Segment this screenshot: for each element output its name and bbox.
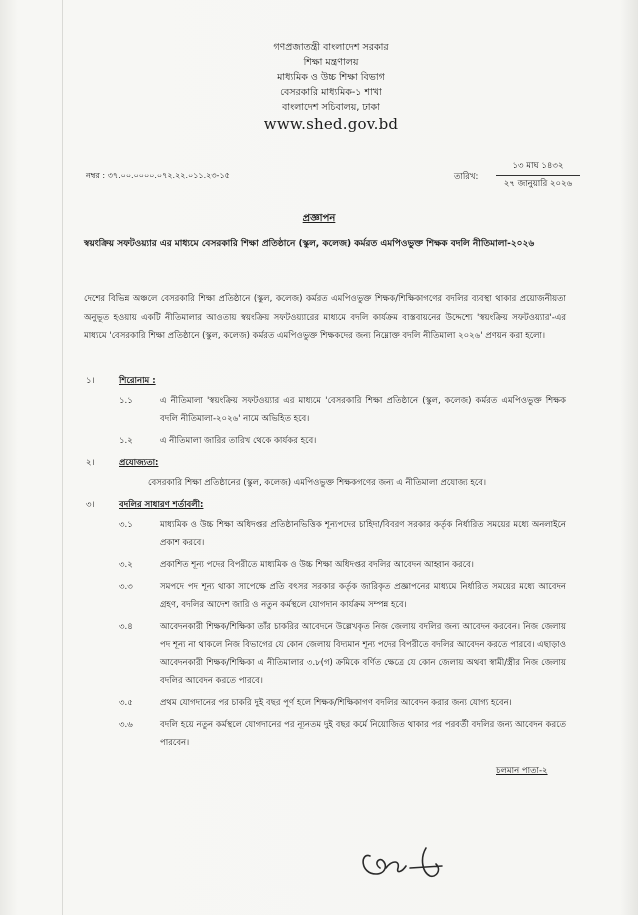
notice-title: প্রজ্ঞাপন [302, 213, 336, 224]
date-english: ২৭ জানুয়ারি ২০২৬ [503, 179, 573, 189]
letterhead-line: বেসরকারি মাধ্যমিক-১ শাখা [280, 87, 382, 98]
item-number: ৩.৫ [119, 698, 133, 708]
date-divider [496, 175, 580, 176]
item-text: প্রকাশিত শূন্য পদের বিপরীতে মাধ্যমিক ও উচ্চ শিক্ষা অধিদপ্তর বদলির আবেদন আহ্বান করবে। [160, 560, 474, 570]
section-heading [0, 496, 638, 516]
list-item [0, 578, 638, 614]
letterhead-line: মাধ্যমিক ও উচ্চ শিক্ষা বিভাগ [277, 72, 385, 83]
item-number: ৩.৬ [119, 720, 133, 730]
website-link[interactable]: www.shed.gov.bd [263, 115, 399, 133]
section-number: ৩। [86, 500, 95, 510]
date-values [496, 159, 580, 192]
list-item [0, 432, 638, 450]
list-item [0, 392, 638, 428]
section-number: ১। [86, 376, 95, 386]
signature-icon [356, 838, 466, 884]
item-text: মাধ্যমিক ও উচ্চ শিক্ষা অধিদপ্তর প্রতিষ্ঠানভিত্তিক শূন্যপদের চাহিদা/বিবরণ সরকার কর্তৃক নির্ধারিত সময়ের মধ্যে অনলাইনে প্রকাশ করবে। [160, 520, 566, 548]
intro-paragraph: দেশের বিভিন্ন অঞ্চলে বেসরকারি শিক্ষা প্রতিষ্ঠানে (স্কুল, কলেজ) কর্মরত এমপিওভুক্ত শিক্ষক/শিক্ষিকাগণের বদলির ব্যবস্থা থাকার প্রয়োজনীয়তা অনুভূত হওয়ায় একটি নীতিমালার আওতায় স্বয়ংক্রিয় সফটওয়্যারের মাধ্যমে বদলি কার্যক্রম বাস্তবায়নের উদ্দেশ্যে 'স্বয়ংক্রিয় সফটওয়্যার'-এর মাধ্যমে 'বেসরকারি শিক্ষা প্রতিষ্ঠানে (স্কুল, কলেজ) কর্মরত এমপিওভুক্ত শিক্ষকদের জন্য নিম্নোক্ত বদলি নীতিমালা ২০২৬' প্রণয়ন করা হলো। [84, 294, 566, 341]
section-heading [0, 454, 638, 474]
item-number: ৩.৩ [119, 582, 133, 592]
subject-heading: স্বয়ংক্রিয় সফটওয়্যার এর মাধ্যমে বেসরকারি শিক্ষা প্রতিষ্ঠানে (স্কুল, কলেজ) কর্মরত এমপিওভুক্ত শিক্ষক বদলি নীতিমালা-২০২৬ [84, 239, 535, 249]
item-text: এ নীতিমালা 'স্বয়ংক্রিয় সফটওয়্যার এর মাধ্যমে 'বেসরকারি শিক্ষা প্রতিষ্ঠানে (স্কুল, কলেজ) কর্মরত এমপিওভুক্ত শিক্ষক বদলি নীতিমালা-২০২৬' নামে অভিহিত হবে। [160, 396, 566, 424]
list-item [0, 556, 638, 574]
item-text: প্রথম যোগদানের পর চাকরি দুই বছর পূর্ণ হলে শিক্ষক/শিক্ষিকাগণ বদলির আবেদন করার জন্য যোগ্য হবেন। [160, 698, 512, 708]
item-text: বদলি হয়ে নতুন কর্মস্থলে যোগদানের পর ন্যূনতম দুই বছর কর্মে নিয়োজিত থাকার পর পরবর্তী বদলির জন্য আবেদন করতে পারবেন। [160, 720, 566, 748]
section-text: বেসরকারি শিক্ষা প্রতিষ্ঠানের (স্কুল, কলেজ) এমপিওভুক্ত শিক্ষকগণের জন্য এ নীতিমালা প্রযোজ্য হবে। [148, 478, 487, 488]
list-item [0, 618, 638, 690]
date-label: তারিখ: [454, 172, 479, 182]
section-heading [0, 372, 638, 392]
memo-label: নম্বর : [86, 171, 106, 180]
list-item [0, 694, 638, 712]
section-number: ২। [86, 458, 95, 468]
date-bangla: ১৩ মাঘ ১৪৩২ [512, 161, 564, 171]
sections [0, 372, 638, 756]
section-title: শিরোনাম : [119, 376, 156, 386]
memo-value: ৩৭.০০.০০০০.০৭২.২২.০১১.২৩-১৫ [107, 171, 230, 180]
letterhead-line: গণপ্রজাতন্ত্রী বাংলাদেশ সরকার [273, 42, 389, 53]
item-text: সমপদে পদ শূন্য থাকা সাপেক্ষে প্রতি বৎসর সরকার কর্তৃক জারিকৃত প্রজ্ঞাপনের মাধ্যমে নির্ধারিত সময়ের মধ্যে আবেদন গ্রহণ, বদলির আদেশ জারি ও নতুন কর্মস্থলে যোগদান কার্যক্রম সম্পন্ন হবে। [160, 582, 566, 610]
item-text: এ নীতিমালা জারির তারিখ থেকে কার্যকর হবে। [160, 436, 317, 446]
letterhead-line: শিক্ষা মন্ত্রণালয় [303, 57, 359, 68]
list-item [0, 716, 638, 752]
letterhead [0, 40, 638, 134]
item-text: আবেদনকারী শিক্ষক/শিক্ষিকা তাঁর চাকরির আবেদনে উল্লেখকৃত নিজ জেলায় বদলির জন্য আবেদন করবেন। নিজ জেলায় পদ শূন্য না থাকলে নিজ বিভাগের যে কোন জেলায় বিদ্যমান শূন্য পদের বিপরীতে বদলির আবেদন করতে পারবে। এছাড়াও আবেদনকারী শিক্ষক/শিক্ষিকা এ নীতিমালার ৩.৮(গ) ক্রমিকে বর্ণিত ক্ষেত্রে যে কোন জেলায় অথবা স্বামী/স্ত্রীর নিজ জেলায় বদলির আবেদন করতে পারবে। [160, 622, 566, 686]
section-title: প্রযোজ্যতা: [119, 458, 159, 468]
item-number: ৩.৪ [119, 622, 133, 632]
item-number: ৩.১ [119, 520, 133, 530]
letterhead-line: বাংলাদেশ সচিবালয়, ঢাকা [282, 102, 380, 113]
list-item [0, 516, 638, 552]
item-number: ১.২ [119, 436, 133, 446]
memo-number [86, 170, 230, 183]
continued-page-note: চলমান পাতা-২ [496, 766, 548, 776]
item-number: ৩.২ [119, 560, 133, 570]
section-title: বদলির সাধারণ শর্তাবলী: [119, 500, 204, 510]
item-number: ১.১ [119, 396, 133, 406]
